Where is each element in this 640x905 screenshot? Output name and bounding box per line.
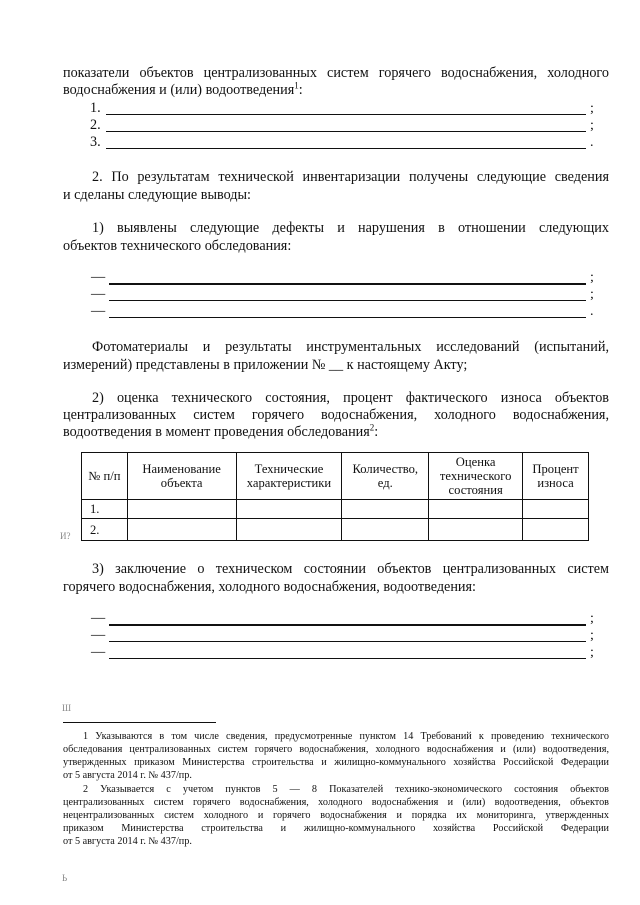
row-number: 2. (82, 519, 128, 541)
footnote-2-line-2: централизованных систем горячего водоснабжения, холодного водоснабжения и (или) водоотведения, объектов (63, 797, 609, 808)
scan-artifact: Ь (62, 873, 68, 883)
table-cell[interactable] (429, 519, 523, 541)
table-cell[interactable] (127, 519, 236, 541)
footnote-2-line-1: 2 Указывается с учетом пунктов 5 — 8 Показателей технико-экономического состояния объектов (83, 784, 609, 795)
conclusion-field-1[interactable] (109, 624, 586, 626)
defects-field-3[interactable] (109, 317, 586, 318)
footnote-1-line-1: 1 Указываются в том числе сведения, предусмотренные пунктом 14 Требований к проведению технического (83, 731, 609, 742)
conclusion-dash-3: — (91, 644, 106, 660)
section-2-line-1: 2. По результатам технической инвентаризации получены следующие сведения (92, 169, 609, 185)
table-cell[interactable] (523, 519, 589, 541)
header-condition: Оценка технического состояния (429, 453, 523, 500)
header-object-name: Наименование объекта (127, 453, 236, 500)
header-wear-percent: Процент износа (523, 453, 589, 500)
defects-end-2: ; (590, 287, 594, 302)
footnote-2-line-5: от 5 августа 2014 г. № 437/пр. (63, 836, 192, 847)
intro-line-1: показатели объектов централизованных систем горячего водоснабжения, холодного (63, 65, 609, 81)
assessment-table (81, 452, 589, 541)
footnote-separator (63, 722, 216, 723)
conclusion-end-2: ; (590, 628, 594, 643)
header-number: № п/п (82, 453, 128, 500)
defects-end-1: ; (590, 270, 594, 285)
conclusion-field-2[interactable] (109, 641, 586, 642)
header-quantity: Количество, ед. (342, 453, 429, 500)
conclusion-end-1: ; (590, 611, 594, 626)
table-cell[interactable] (236, 500, 342, 519)
numbered-item-3: 3. (90, 134, 101, 150)
row-number: 1. (82, 500, 128, 519)
item-end-2: ; (590, 118, 594, 133)
defects-dash-1: — (91, 269, 106, 285)
item-end-1: ; (590, 101, 594, 116)
photo-line-1: Фотоматериалы и результаты инструментальных исследований (испытаний, (92, 339, 609, 355)
conclusion-line-2: горячего водоснабжения, холодного водоснабжения, водоотведения: (63, 579, 476, 595)
header-characteristics: Технические характеристики (236, 453, 342, 500)
defects-end-3: . (590, 304, 594, 319)
footnote-2-line-4: приказом Министерства строительства и жилищно-коммунального хозяйства Российской Федерации (63, 823, 609, 834)
conclusion-field-3[interactable] (109, 658, 586, 659)
defects-dash-2: — (91, 286, 106, 302)
footnote-ref-1[interactable]: 1 (294, 80, 299, 91)
scan-artifact: И? (60, 531, 71, 541)
conclusion-line-1: 3) заключение о техническом состоянии объектов централизованных систем (92, 561, 609, 577)
footnote-2-line-3: нецентрализованных систем холодного и горячего водоснабжения и порядка их мониторинга, утвержденных (63, 810, 609, 821)
footnote-ref-2[interactable]: 2 (369, 422, 375, 433)
defects-dash-3: — (91, 303, 106, 319)
intro-line-2: водоснабжения и (или) водоотведения$^1$: (63, 80, 303, 98)
footnote-1-line-4: от 5 августа 2014 г. № 437/пр. (63, 770, 192, 781)
table-cell[interactable] (127, 500, 236, 519)
table-cell[interactable] (523, 500, 589, 519)
assessment-line-1: 2) оценка технического состояния, процент фактического износа объектов (92, 390, 609, 406)
footnote-1-line-2: обследования централизованных систем горячего водоснабжения, холодного водоснабжения и (или) водоотведения, (63, 744, 609, 755)
scan-artifact: Ш (62, 703, 72, 713)
blank-field-2[interactable] (106, 131, 586, 132)
table-cell[interactable] (342, 519, 429, 541)
defects-field-2[interactable] (109, 300, 586, 301)
assessment-line-2: централизованных систем горячего водоснабжения, холодного водоснабжения, (63, 407, 609, 423)
footnote-1-line-3: утвержденных приказом Министерства строительства и жилищно-коммунального хозяйства Российской Федерации (63, 757, 609, 768)
numbered-item-2: 2. (90, 117, 101, 133)
conclusion-dash-1: — (91, 610, 106, 626)
conclusion-dash-2: — (91, 627, 106, 643)
numbered-item-1: 1. (90, 100, 101, 116)
table-row (82, 519, 589, 541)
table-header-row (82, 453, 589, 500)
table-cell[interactable] (236, 519, 342, 541)
item-end-3: . (590, 135, 594, 150)
table-cell[interactable] (429, 500, 523, 519)
table-row (82, 500, 589, 519)
photo-line-2: измерений) представлены в приложении № __ к настоящему Акту; (63, 357, 468, 373)
defects-field-1[interactable] (109, 283, 586, 285)
blank-field-1[interactable] (106, 114, 586, 115)
table-cell[interactable] (342, 500, 429, 519)
defects-line-2: объектов технического обследования: (63, 238, 292, 254)
conclusion-end-3: ; (590, 645, 594, 660)
blank-field-3[interactable] (106, 148, 586, 149)
defects-line-1: 1) выявлены следующие дефекты и нарушения в отношении следующих (92, 220, 609, 236)
assessment-line-3: водоотведения в момент проведения обследования$^2$: (63, 422, 379, 440)
section-2-line-2: и сделаны следующие выводы: (63, 187, 251, 203)
